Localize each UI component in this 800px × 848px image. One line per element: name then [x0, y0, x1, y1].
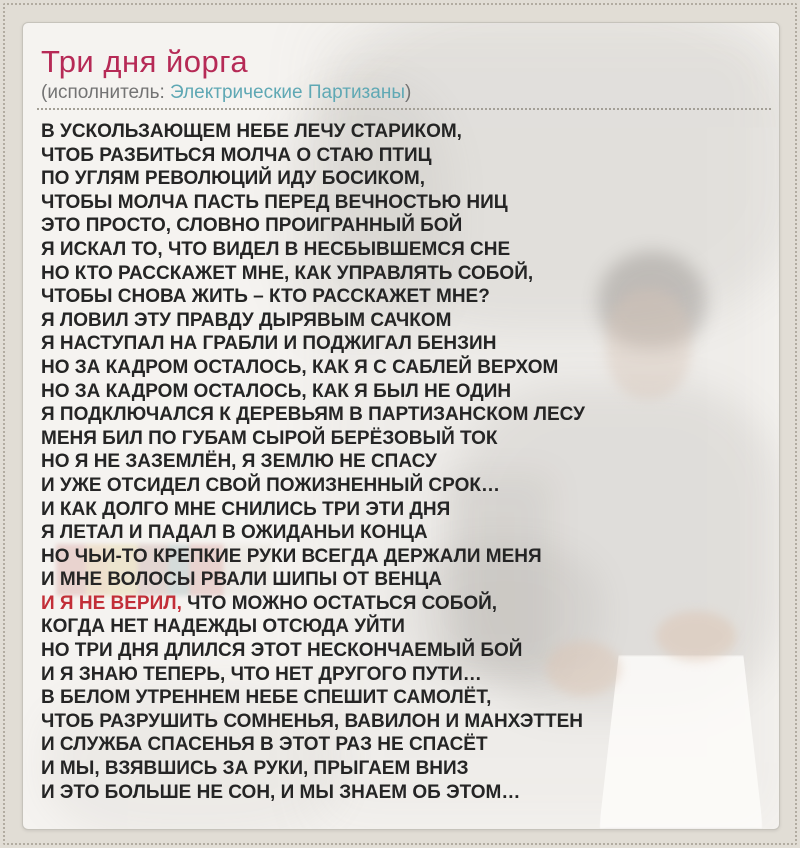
lyric-line: И МНЕ ВОЛОСЫ РВАЛИ ШИПЫ ОТ ВЕНЦА	[41, 569, 443, 591]
lyric-line: Я ИСКАЛ ТО, ЧТО ВИДЕЛ В НЕСБЫВШЕМСЯ СНЕ	[41, 238, 511, 260]
lyric-line: ЭТО ПРОСТО, СЛОВНО ПРОИГРАННЫЙ БОЙ	[41, 215, 463, 237]
lyrics-card	[22, 22, 780, 830]
lyrics-text	[41, 120, 761, 804]
performer-close-paren: )	[405, 82, 412, 103]
lyric-line: Я ЛЕТАЛ И ПАДАЛ В ОЖИДАНЬИ КОНЦА	[41, 522, 428, 544]
lyric-line: И Я НЕ ВЕРИЛ, ЧТО МОЖНО ОСТАТЬСЯ СОБОЙ,	[41, 592, 498, 614]
lyric-line: НО КТО РАССКАЖЕТ МНЕ, КАК УПРАВЛЯТЬ СОБОЙ,	[41, 262, 534, 284]
lyric-line: ЧТОБ РАЗБИТЬСЯ МОЛЧА О СТАЮ ПТИЦ	[41, 144, 432, 166]
lyric-line: И МЫ, ВЗЯВШИСЬ ЗА РУКИ, ПРЫГАЕМ ВНИЗ	[41, 758, 469, 780]
lyric-line: ЧТОБЫ СНОВА ЖИТЬ – КТО РАССКАЖЕТ МНЕ?	[41, 286, 490, 308]
lyric-line: Я ПОДКЛЮЧАЛСЯ К ДЕРЕВЬЯМ В ПАРТИЗАНСКОМ ЛЕСУ	[41, 404, 585, 426]
lyric-line: МЕНЯ БИЛ ПО ГУБАМ СЫРОЙ БЕРЁЗОВЫЙ ТОК	[41, 427, 498, 449]
lyric-line: Я НАСТУПАЛ НА ГРАБЛИ И ПОДЖИГАЛ БЕНЗИН	[41, 333, 497, 355]
lyric-line: ПО УГЛЯМ РЕВОЛЮЦИЙ ИДУ БОСИКОМ,	[41, 168, 426, 190]
lyric-line: КОГДА НЕТ НАДЕЖДЫ ОТСЮДА УЙТИ	[41, 616, 405, 638]
card-content	[23, 23, 779, 829]
lyric-line: В БЕЛОМ УТРЕННЕМ НЕБЕ СПЕШИТ САМОЛЁТ,	[41, 687, 492, 709]
lyric-line: И Я ЗНАЮ ТЕПЕРЬ, ЧТО НЕТ ДРУГОГО ПУТИ…	[41, 663, 482, 685]
lyric-line: НО ЗА КАДРОМ ОСТАЛОСЬ, КАК Я С САБЛЕЙ ВЕРХОМ	[41, 356, 559, 378]
lyric-line: В УСКОЛЬЗАЮЩЕМ НЕБЕ ЛЕЧУ СТАРИКОМ,	[41, 121, 462, 142]
performer-line	[41, 81, 761, 105]
lyric-line: НО Я НЕ ЗАЗЕМЛЁН, Я ЗЕМЛЮ НЕ СПАСУ	[41, 451, 437, 473]
performer-label: (исполнитель:	[41, 82, 171, 103]
lyric-line: Я ЛОВИЛ ЭТУ ПРАВДУ ДЫРЯВЫМ САЧКОМ	[41, 309, 452, 331]
page-title: Три дня йорга	[41, 44, 249, 79]
lyric-line: НО ЧЬИ-ТО КРЕПКИЕ РУКИ ВСЕГДА ДЕРЖАЛИ МЕНЯ	[41, 545, 542, 567]
lyric-line: НО ТРИ ДНЯ ДЛИЛСЯ ЭТОТ НЕСКОНЧАЕМЫЙ БОЙ	[41, 640, 523, 662]
lyric-line: И УЖЕ ОТСИДЕЛ СВОЙ ПОЖИЗНЕННЫЙ СРОК…	[41, 474, 500, 496]
lyric-line: ЧТОБЫ МОЛЧА ПАСТЬ ПЕРЕД ВЕЧНОСТЬЮ НИЦ	[41, 191, 508, 213]
lyric-line: ЧТОБ РАЗРУШИТЬ СОМНЕНЬЯ, ВАВИЛОН И МАНХЭТТЕН	[41, 710, 583, 732]
lyric-line: И СЛУЖБА СПАСЕНЬЯ В ЭТОТ РАЗ НЕ СПАСЁТ	[41, 734, 488, 756]
lyric-line: НО ЗА КАДРОМ ОСТАЛОСЬ, КАК Я БЫЛ НЕ ОДИН	[41, 380, 512, 402]
highlighted-phrase: И Я НЕ ВЕРИЛ,	[41, 592, 182, 614]
lyric-line: И КАК ДОЛГО МНЕ СНИЛИСЬ ТРИ ЭТИ ДНЯ	[41, 498, 451, 520]
lyric-line: И ЭТО БОЛЬШЕ НЕ СОН, И МЫ ЗНАЕМ ОБ ЭТОМ…	[41, 781, 521, 803]
artist-link[interactable]: Электрические Партизаны	[170, 82, 405, 103]
header-separator	[37, 108, 771, 110]
